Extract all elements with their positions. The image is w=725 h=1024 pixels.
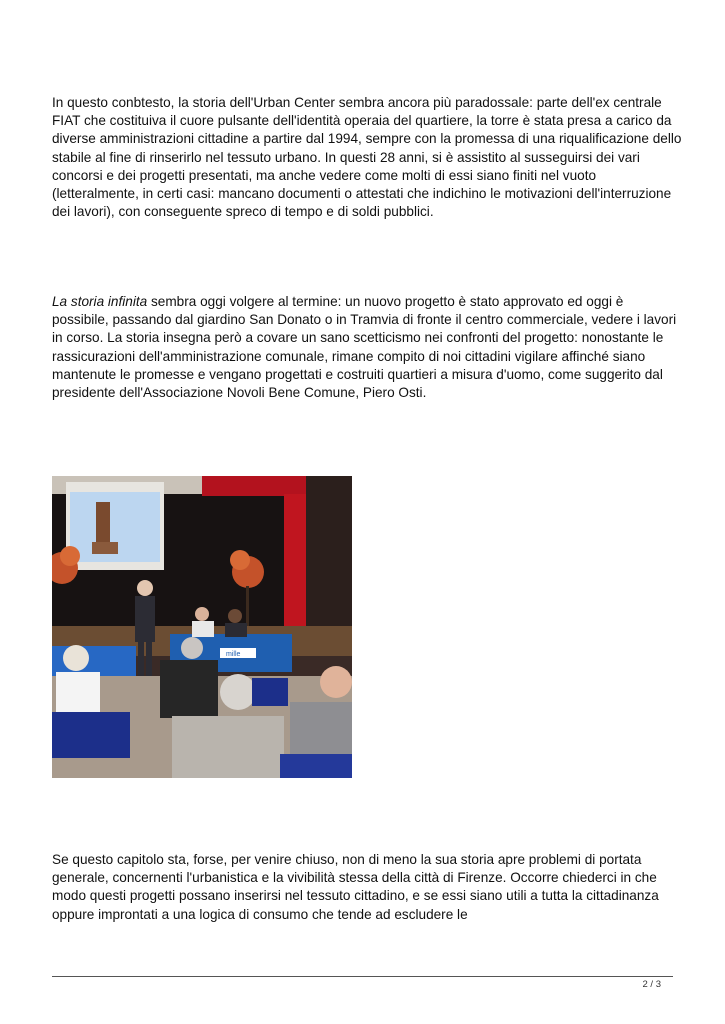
- event-photo: [52, 476, 352, 778]
- paragraph-body: sembra oggi volgere al termine: un nuovo progetto è stato approvato ed oggi è possibile, passando dal giardino San Donato o in Tramvia di fronte il centro commerciale, vedere i lavori in corso. La storia insegna però a covare un sano scetticismo nei confronti del progetto: nonostante le rassicurazioni dell'amministrazione comunale, rimane compito di noi cittadini vigilare affinché siano mantenute le promesse e vengano progettati e costruiti quartieri a misura d'uomo, come suggerito dal presidente dell'Associazione Novoli Bene Comune, Piero Osti.: [52, 294, 677, 401]
- paragraph-urban-center: In questo conbtesto, la storia dell'Urban Center sembra ancora più paradossale: parte dell'ex centrale FIAT che costituiva il cuore pulsante dell'identità operaia del quartiere, la torre è stata presa a carico da diverse amministrazioni cittadine a partire dal 1994, sempre con la promessa di una riqualificazione dello stabile al fine di rinserirlo nel tessuto urbano. In questi 28 anni, si è assistito al susseguirsi dei vari concorsi e dei progetti presentati, ma anche vedere come molti di essi siano finiti nel vuoto (letteralmente, in certi casi: mancano documenti o attestati che indichino le motivazioni dell'interruzione dei lavori), con conseguente spreco di tempo e di soldi pubblici.: [52, 95, 682, 220]
- paragraph-conclusion: Se questo capitolo sta, forse, per venire chiuso, non di meno la sua storia apre problemi di portata generale, concernenti l'urbanistica e la vivibilità stessa della città di Firenze. Occorre chiederci in che modo questi progetti possano inserirsi nel tessuto cittadino, e se essi siano utili a tutta la cittadinanza oppure improntati a una logica di consumo che tende ad escludere le: [52, 852, 659, 922]
- banner-text: mille: [226, 651, 241, 658]
- italic-title: La storia infinita: [52, 294, 148, 309]
- paragraph-storia-infinita: [52, 293, 682, 402]
- footer-divider: [52, 976, 673, 977]
- page-number: 2 / 3: [642, 979, 661, 990]
